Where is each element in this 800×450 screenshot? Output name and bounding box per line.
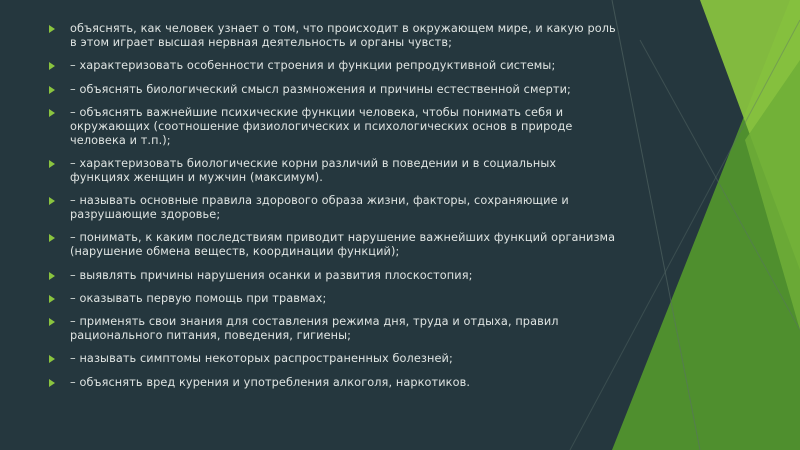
list-item-text: – оказывать первую помощь при травмах; (70, 291, 327, 305)
triangle-right-icon (49, 197, 55, 205)
list-item (46, 376, 616, 390)
list-item-text: объяснять, как человек узнает о том, что происходит в окружающем мире, и какую роль в этом играет высшая нервная деятельность и органы чувств; (70, 22, 616, 49)
list-item-text: – объяснять биологический смысл размножения и причины естественной смерти; (70, 82, 571, 96)
triangle-right-icon (49, 295, 55, 303)
list-item (46, 231, 616, 259)
list-item (46, 22, 616, 50)
list-item (46, 269, 616, 283)
triangle-right-icon (49, 272, 55, 280)
triangle-right-icon (49, 318, 55, 326)
list-item (46, 157, 616, 185)
list-item-text: – характеризовать особенности строения и функции репродуктивной системы; (70, 59, 556, 73)
bullet-list (46, 22, 616, 399)
triangle-right-icon (49, 160, 55, 168)
triangle-right-icon (49, 25, 55, 33)
list-item (46, 315, 616, 343)
triangle-right-icon (49, 379, 55, 387)
list-item-text: – объяснять важнейшие психические функции человека, чтобы понимать себя и окружающих (соотношение физиологических и психологических основ в природе человека и т.п.); (70, 105, 573, 147)
list-item-text: – выявлять причины нарушения осанки и развития плоскостопия; (70, 268, 473, 282)
list-item-text: – характеризовать биологические корни различий в поведении и в социальных функциях женщин и мужчин (максимум). (70, 156, 557, 184)
list-item-text: – применять свои знания для составления режима дня, труда и отдыха, правил рационального питания, поведения, гигиены; (70, 315, 559, 343)
list-item (46, 83, 616, 97)
list-item-text: – называть симптомы некоторых распространенных болезней; (70, 352, 453, 366)
list-item (46, 106, 616, 147)
triangle-right-icon (49, 234, 55, 242)
list-item (46, 194, 616, 222)
list-item (46, 59, 616, 73)
list-item (46, 352, 616, 366)
triangle-right-icon (49, 355, 55, 363)
triangle-right-icon (49, 109, 55, 117)
list-item-text: – называть основные правила здорового образа жизни, факторы, сохраняющие и разрушающие здоровье; (70, 194, 569, 221)
triangle-right-icon (49, 86, 55, 94)
list-item (46, 292, 616, 306)
list-item-text: – понимать, к каким последствиям приводит нарушение важнейших функций организма (нарушение обмена веществ, координации функций); (70, 231, 616, 259)
list-item-text: – объяснять вред курения и употребления алкоголя, наркотиков. (70, 375, 471, 389)
triangle-right-icon (49, 62, 55, 70)
